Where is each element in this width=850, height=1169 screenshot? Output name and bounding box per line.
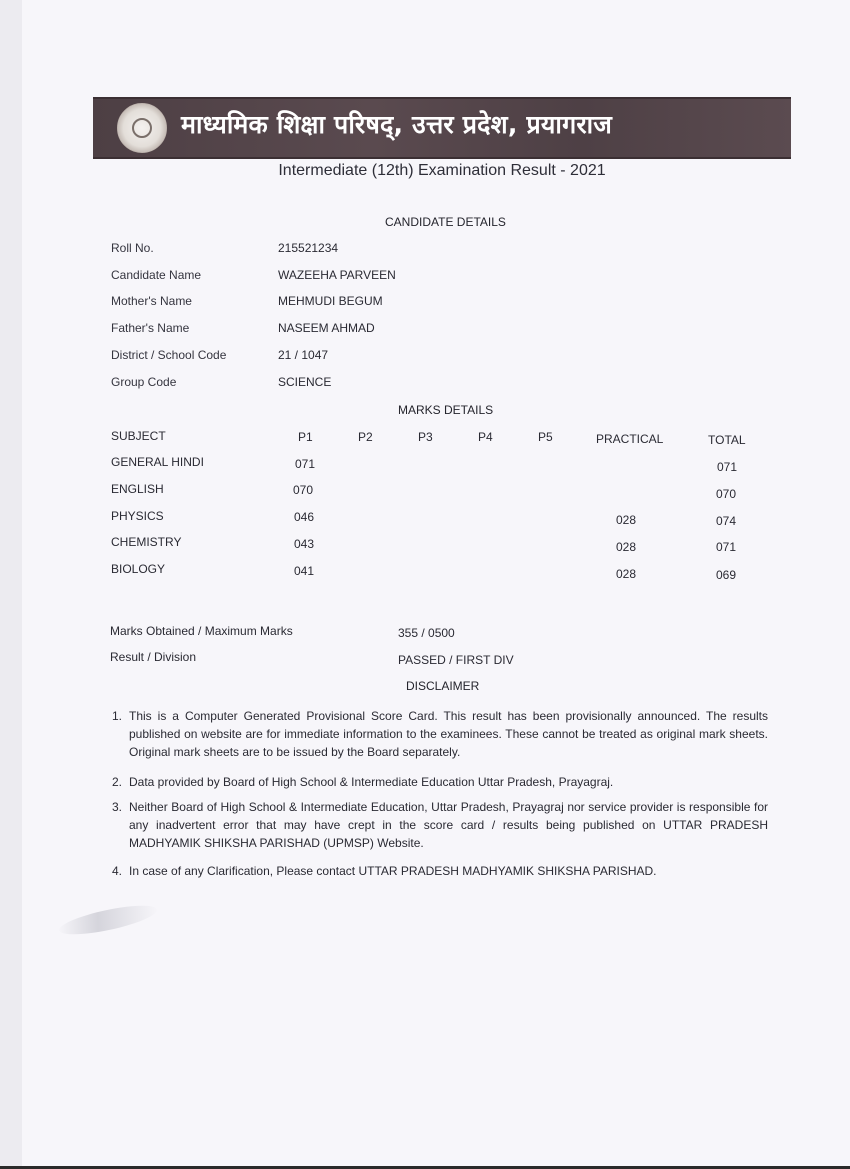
disclaimer-heading: DISCLAIMER	[406, 679, 480, 693]
result-division-label: Result / Division	[110, 650, 197, 664]
col-header-p4: P4	[478, 430, 493, 444]
disclaimer-item-text: Neither Board of High School & Intermediate Education, Uttar Pradesh, Prayagraj nor service provider is responsible for any inadvertent error that may have crept in the score card / results being published on UTTAR PRADESH MADHYAMIK SHIKSHA PARISHAD (UPMSP) Website.	[129, 800, 768, 850]
practical-mark: 028	[616, 567, 637, 581]
p1-mark: 041	[294, 564, 315, 578]
col-header-p1: P1	[298, 430, 313, 444]
p1-mark: 071	[295, 457, 316, 471]
group-code-value: SCIENCE	[278, 375, 332, 389]
mother-name-label: Mother's Name	[111, 294, 192, 308]
disclaimer-item	[112, 862, 768, 882]
col-header-total: TOTAL	[708, 433, 746, 447]
disclaimer-item-number: 3.	[112, 800, 123, 814]
subject-name: CHEMISTRY	[111, 535, 182, 549]
subject-name: ENGLISH	[111, 482, 164, 496]
disclaimer-item-number: 2.	[112, 775, 123, 789]
p1-mark: 070	[293, 483, 314, 497]
p1-mark: 043	[294, 537, 315, 551]
group-code-label: Group Code	[111, 375, 177, 389]
disclaimer-item-text: This is a Computer Generated Provisional Score Card. This result has been provisionally announced. The results published on website are for immediate information to the examinees. These cannot be treated as original mark sheets. Original mark sheets are to be issued by the Board separately.	[129, 709, 768, 759]
col-header-subject: SUBJECT	[111, 429, 166, 443]
candidate-details-heading: CANDIDATE DETAILS	[385, 215, 506, 229]
exam-title: Intermediate (12th) Examination Result - 2021	[278, 162, 606, 179]
total-mark: 069	[716, 568, 737, 582]
board-banner	[93, 97, 791, 159]
total-mark: 071	[716, 540, 737, 554]
disclaimer-item-text: Data provided by Board of High School & Intermediate Education Uttar Pradesh, Prayagraj.	[129, 775, 614, 789]
candidate-name-value: WAZEEHA PARVEEN	[278, 268, 396, 282]
candidate-name-label: Candidate Name	[111, 268, 202, 282]
marks-obtained-value: 355 / 0500	[398, 626, 455, 640]
p1-mark: 046	[294, 510, 315, 524]
col-header-p2: P2	[358, 430, 373, 444]
disclaimer-item-number: 4.	[112, 864, 123, 878]
father-name-label: Father's Name	[111, 321, 190, 335]
total-mark: 071	[717, 460, 738, 474]
disclaimer-item-text: In case of any Clarification, Please contact UTTAR PRADESH MADHYAMIK SHIKSHA PARISHAD.	[129, 864, 657, 878]
roll-no-value: 215521234	[278, 241, 339, 255]
disclaimer-item	[112, 798, 768, 854]
disclaimer-item	[112, 773, 768, 793]
district-school-code-label: District / School Code	[111, 348, 227, 362]
roll-no-label: Roll No.	[111, 241, 154, 255]
district-school-code-value: 21 / 1047	[278, 348, 329, 362]
total-mark: 074	[716, 514, 737, 528]
board-name: माध्यमिक शिक्षा परिषद्, उत्तर प्रदेश, प्रयागराज	[181, 110, 612, 139]
result-division-value: PASSED / FIRST DIV	[398, 653, 514, 667]
col-header-p5: P5	[538, 430, 553, 444]
marks-details-heading: MARKS DETAILS	[398, 403, 494, 417]
father-name-value: NASEEM AHMAD	[278, 321, 375, 335]
practical-mark: 028	[616, 513, 637, 527]
marks-obtained-label: Marks Obtained / Maximum Marks	[110, 624, 293, 638]
col-header-practical: PRACTICAL	[596, 432, 664, 446]
mother-name-value: MEHMUDI BEGUM	[278, 294, 383, 308]
subject-name: BIOLOGY	[111, 562, 166, 576]
col-header-p3: P3	[418, 430, 433, 444]
total-mark: 070	[716, 487, 737, 501]
up-emblem-icon	[117, 103, 167, 153]
subject-name: PHYSICS	[111, 509, 164, 523]
disclaimer-item	[112, 707, 768, 763]
disclaimer-item-number: 1.	[112, 709, 123, 723]
practical-mark: 028	[616, 540, 637, 554]
subject-name: GENERAL HINDI	[111, 455, 204, 469]
